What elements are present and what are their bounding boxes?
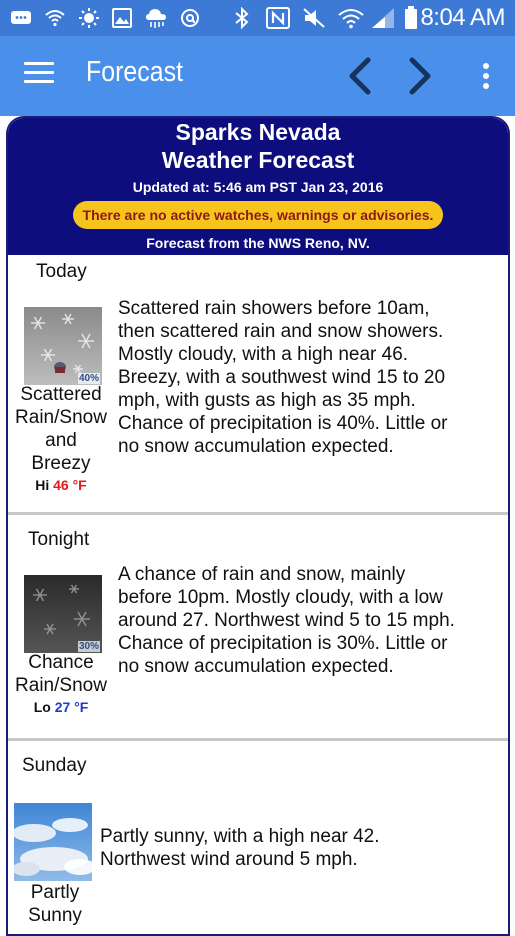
previous-arrow-icon[interactable] — [340, 52, 380, 100]
detailed-forecast: Partly sunny, with a high near 42. Northwest wind around 5 mph. — [100, 826, 380, 870]
detailed-forecast: A chance of rain and snow, mainly before 10pm. Mostly cloudy, with a low around 27. Northwest wind 5 to 15 mph. Chance of precipitation is 30%. Little or no snow accumulation expected. — [118, 564, 455, 677]
weather-icon — [144, 6, 170, 30]
temperature: Lo 27 °F — [33, 699, 89, 715]
location-title: Sparks Nevada — [175, 119, 341, 145]
battery-icon — [404, 6, 418, 30]
forecast-header — [8, 118, 508, 255]
period-name: Sunday — [22, 755, 87, 776]
temperature: Hi 46 °F — [35, 477, 87, 493]
hamburger-menu-icon[interactable] — [24, 62, 54, 88]
forecast-period-sunday — [8, 741, 508, 936]
bluetooth-icon — [234, 6, 250, 30]
short-forecast: Partly Sunny — [28, 882, 82, 926]
partly-sunny-icon — [14, 803, 92, 881]
overflow-menu-icon[interactable] — [483, 63, 491, 89]
advisory-badge[interactable]: There are no active watches, warnings or advisories. — [73, 201, 444, 229]
image-icon — [112, 6, 132, 30]
short-forecast: Chance Rain/Snow — [15, 652, 107, 696]
mute-icon — [302, 6, 326, 30]
period-name: Today — [36, 261, 87, 282]
app-bar — [0, 36, 515, 116]
status-time: 8:04 AM — [420, 4, 505, 31]
forecast-card — [6, 116, 510, 936]
rain-snow-night-icon — [24, 575, 102, 653]
message-icon — [10, 6, 32, 30]
period-name: Tonight — [28, 529, 90, 550]
forecast-period-tonight — [8, 515, 508, 741]
detailed-forecast: Scattered rain showers before 10am, then scattered rain and snow showers. Mostly cloudy, with a high near 46. Breezy, with a southwest wind 15 to 20 mph, with gusts as high as 35 mph. Chance of precipitation is 40%. Little or no snow accumulation expected. — [118, 298, 448, 457]
forecast-subtitle: Weather Forecast — [161, 147, 355, 173]
brightness-icon — [78, 6, 100, 30]
forecast-period-today — [8, 255, 508, 515]
next-arrow-icon[interactable] — [400, 52, 440, 100]
at-icon — [180, 6, 200, 30]
precip-chance: 30% — [78, 641, 99, 652]
wifi-signal-icon — [338, 6, 364, 30]
status-bar — [0, 0, 515, 36]
page-title: Forecast — [86, 56, 184, 88]
forecast-source: Forecast from the NWS Reno, NV. — [146, 235, 370, 251]
nfc-icon — [266, 6, 290, 30]
cell-signal-icon — [370, 6, 396, 30]
rain-snow-icon — [24, 307, 102, 385]
precip-chance: 40% — [78, 373, 99, 384]
updated-time: Updated at: 5:46 am PST Jan 23, 2016 — [132, 179, 384, 195]
short-forecast: Scattered Rain/Snow and Breezy — [15, 384, 107, 474]
wifi-icon — [44, 6, 66, 30]
